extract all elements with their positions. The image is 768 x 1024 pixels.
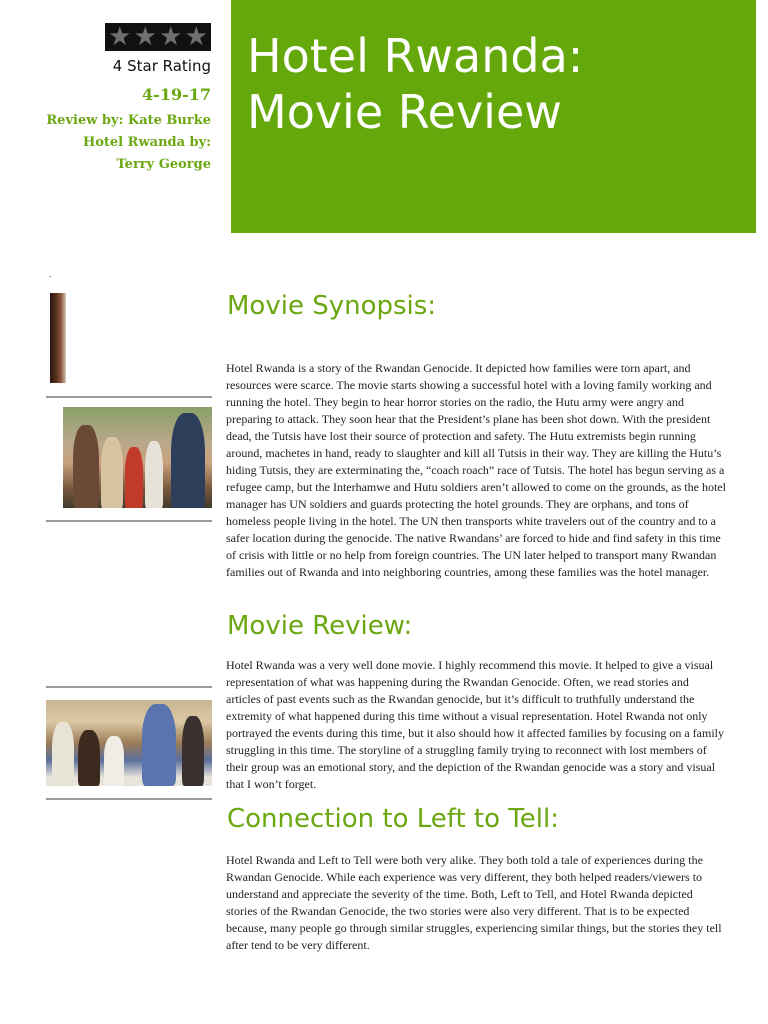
star-icon: ★ [184,22,208,52]
star-icon: ★ [108,22,132,52]
movie-still-2 [63,407,212,508]
divider [46,798,212,800]
star-icon: ★ [133,22,157,52]
figure [142,704,176,786]
star-rating [105,23,211,51]
figure [78,730,100,786]
star-icon: ★ [159,22,183,52]
section-title-connection: Connection to Left to Tell: [227,804,559,834]
review-text: Hotel Rwanda was a very well done movie. I highly recommend this movie. It helped to give a visual representation of what was happening during the Rwandan Genocide. Often, we read stories and articles of past events such as the Rwandan genocide, but it’s difficult to truthfully understand the extremity of what happened during this time without a visual representation. Hotel Rwanda not only portrayed the events during this time, but it also should how it affected families by focusing on a family struggling in this time. The storyline of a struggling family trying to reconnect with lost members of their group was an emotional story, and the depiction of the Rwandan genocide was a story and visual that I won’t forget. [226,658,725,791]
page-title [247,28,740,140]
figure [52,722,74,786]
figure [104,736,124,786]
figure [73,425,99,508]
title-line-1: Hotel Rwanda: [247,29,584,83]
movie-still-1 [50,293,66,383]
review-date: 4-19-17 [142,85,211,104]
figure [125,447,143,508]
director-credit: Hotel Rwanda by: Terry George [82,135,211,172]
synopsis-text: Hotel Rwanda is a story of the Rwandan Genocide. It depicted how families were torn apart, and resources were scarce. The movie starts showing a successful hotel with a loving family working and running the hotel. They begin to hear horror stories on the radio, the Hutu army were angry and preparing to attack. They soon hear that the President’s plane has been shot down. With the president dead, the Tutsis have lost their source of protection and safety. The Hutu extremists begin running around, machetes in hand, ready to slaughter and kill all Tutsis in their way. They are killing the Hutu’s hiding Tutsis, they are exterminating the, “coach roach” race of Tutsis. The hotel has begun serving as a refugee camp, but the Interhamwe and Hutu soldiers aren’t allowed to come on the grounds, as the hotel manager has UN soldiers and guards protecting the hotel grounds. They are orphans, and tons of homeless people living in the hotel. The UN then transports white travelers out of the country and to a safer location during the genocide. The native Rwandans’ are forced to hide and find safety in this time of crisis with little or no help from foreign countries. The UN later helped to transport many Rwandan families out of Rwanda and into neighboring countries, among these families was the hotel manager. [226,361,726,579]
title-banner [231,0,756,233]
title-line-2: Movie Review [247,85,562,139]
stray-mark: . [49,270,52,279]
figure [145,441,163,508]
section-title-review: Movie Review: [227,611,413,641]
figure [182,716,204,786]
divider [46,520,212,522]
section-title-synopsis: Movie Synopsis: [227,291,437,321]
reviewer-credit: Review by: Kate Burke [46,113,211,128]
figure [171,413,205,508]
divider [46,686,212,688]
movie-still-3 [46,700,212,786]
connection-text: Hotel Rwanda and Left to Tell were both very alike. They both told a tale of experiences during the Rwandan Genocide. While each experience was very different, they both helped readers/viewers to understand and appreciate the severity of the time. Both, Left to Tell, and Hotel Rwanda depicted stories of the Rwandan Genocide, the two stories were also very different. That is to be expected because, many people go through similar struggles, experiencing similar things, but the stories they tell after tend to be very different. [226,853,722,952]
figure [101,437,123,508]
divider [46,396,212,398]
rating-label: 4 Star Rating [112,57,211,75]
